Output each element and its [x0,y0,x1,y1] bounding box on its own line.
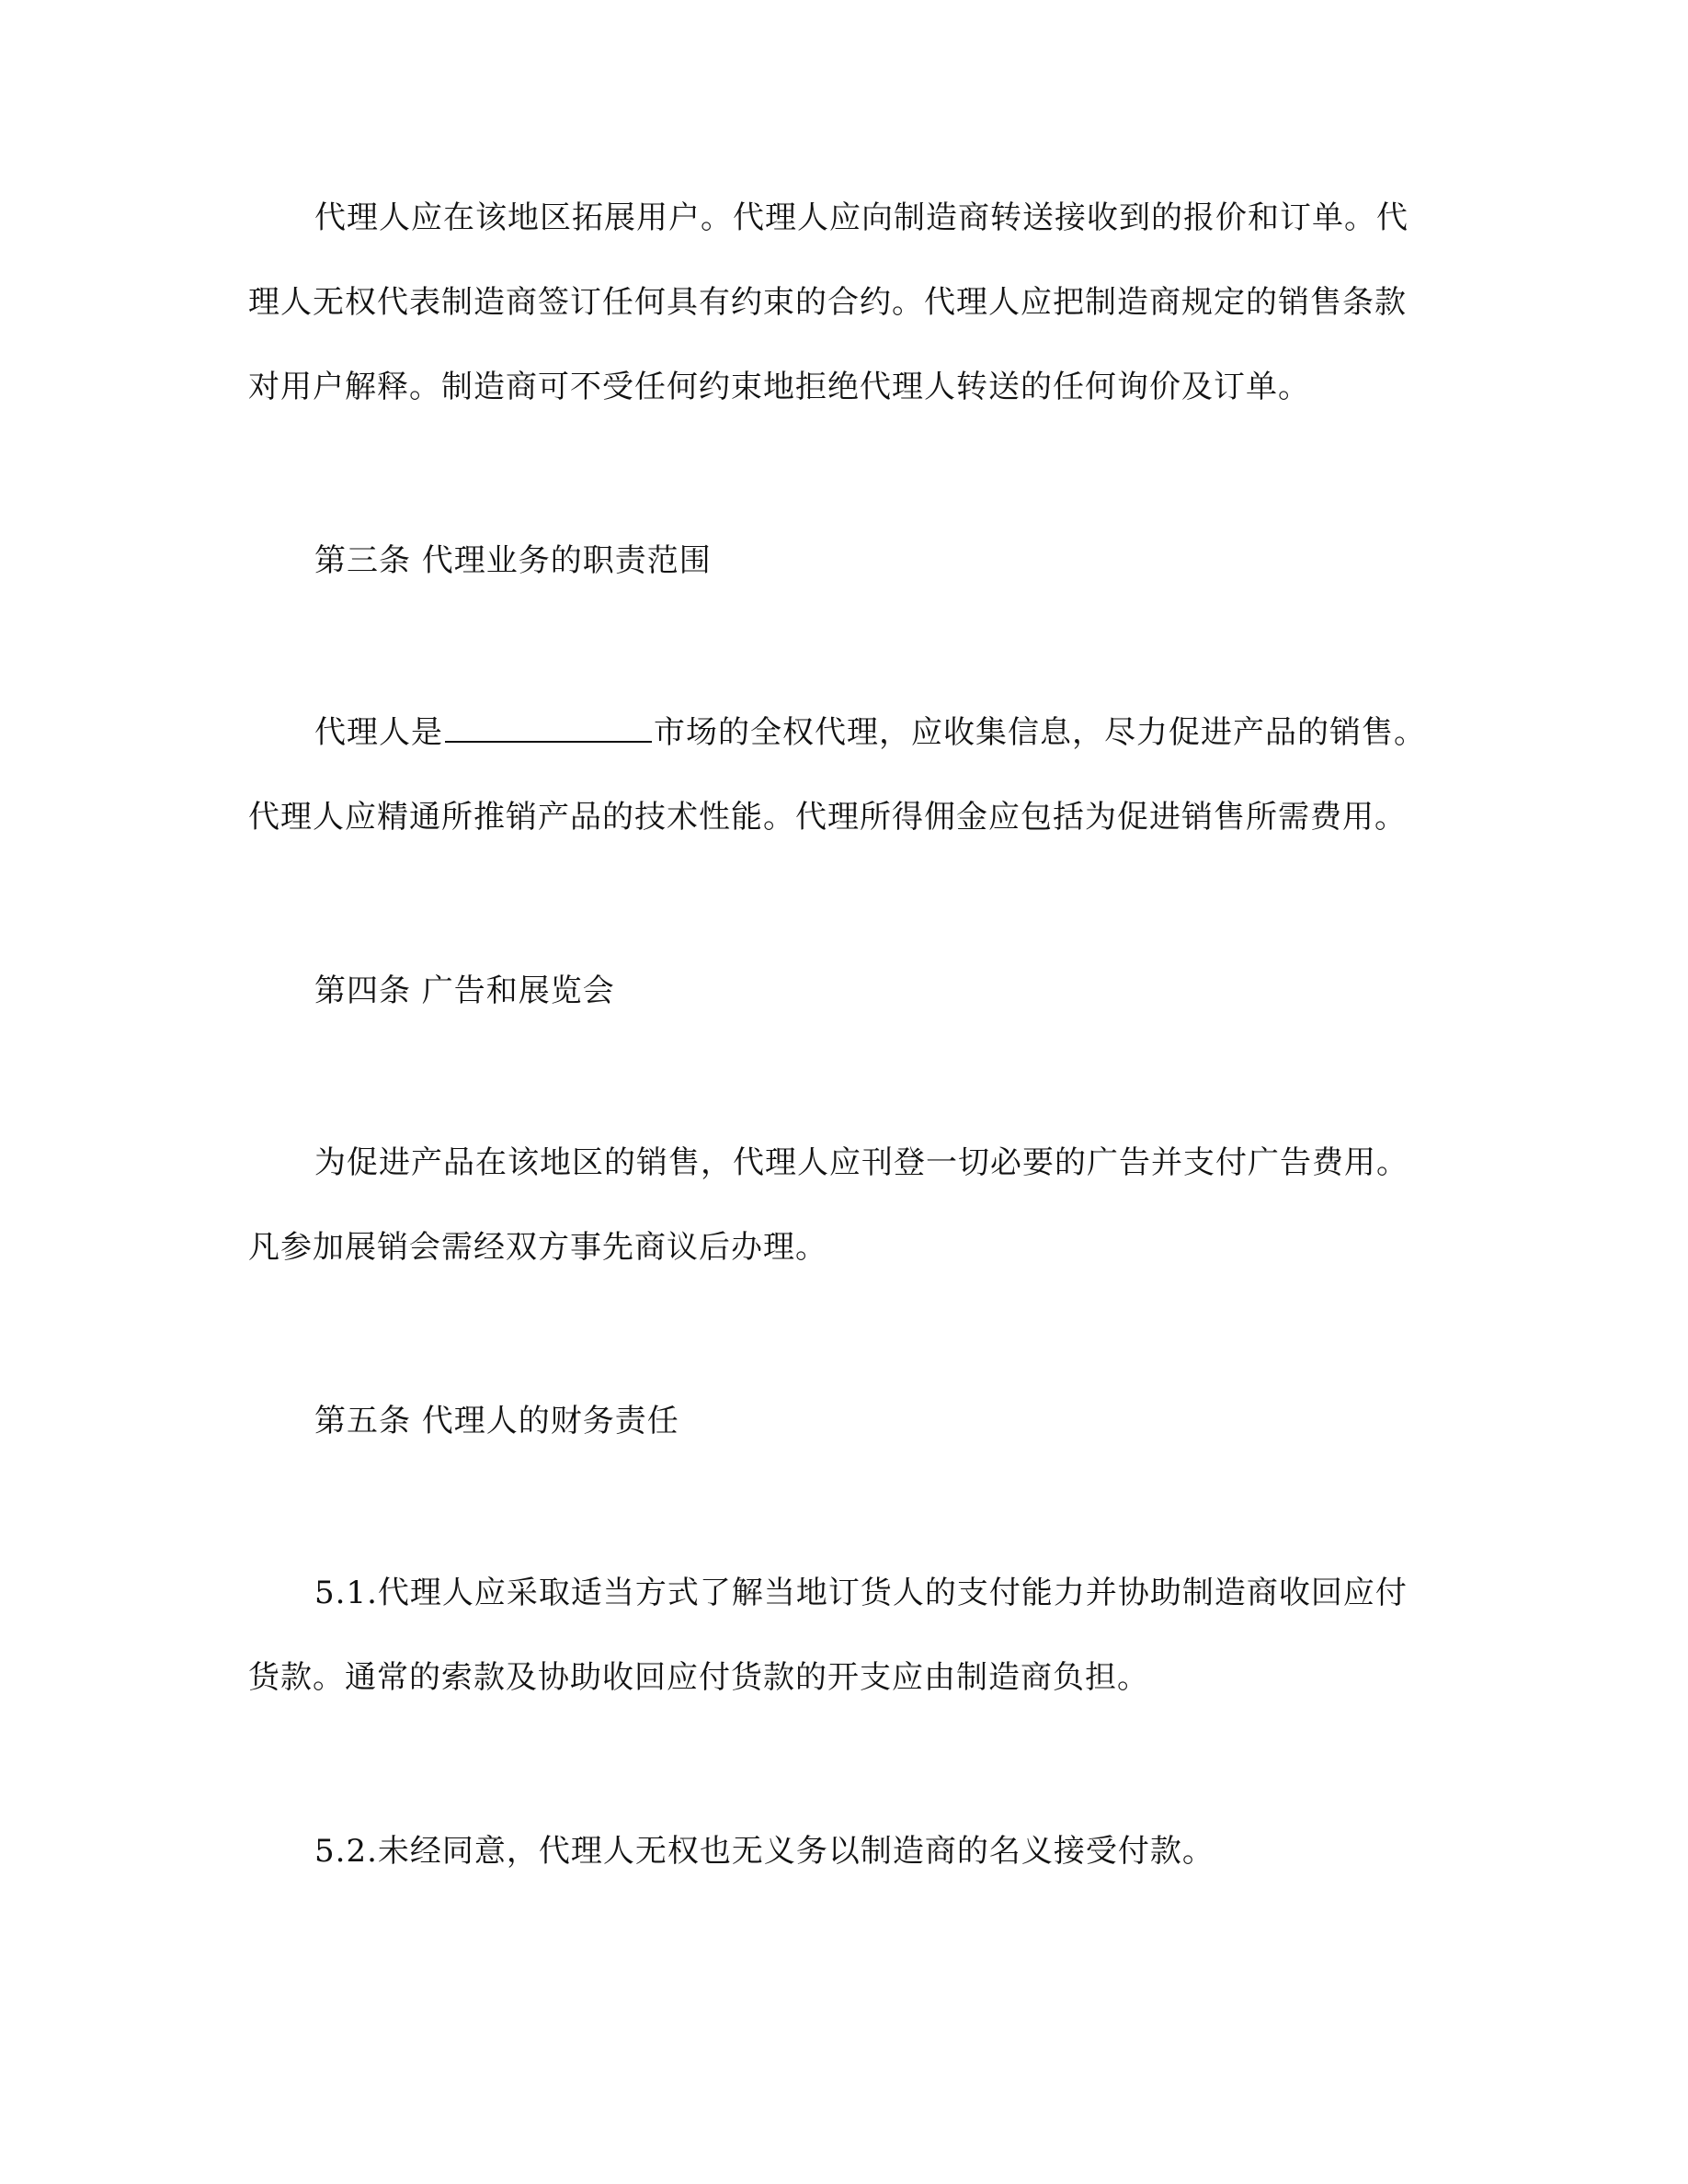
article5-clause1-line2: 货款。通常的索款及协助收回应付货款的开支应由制造商负担。 [248,1659,1149,1696]
article3-line2: 代理人应精通所推销产品的技术性能。代理所得佣金应包括为促进销售所需费用。 [248,799,1407,836]
article4-line1: 为促进产品在该地区的销售，代理人应刊登一切必要的广告并支付广告费用。 [314,1144,1409,1181]
article3-line1-end: 市场的全权代理，应收集信息，尽力促进产品的销售。 [654,714,1426,751]
para1-line1: 代理人应在该地区拓展用户。代理人应向制造商转送接收到的报价和订单。代 [314,199,1409,236]
fill-in-blank[interactable] [445,713,652,743]
article5-clause2-line1: 5.2.未经同意，代理人无权也无义务以制造商的名义接受付款。 [314,1833,1215,1870]
article3-line1-start: 代理人是 [314,714,443,751]
article4-line2: 凡参加展销会需经双方事先商议后办理。 [248,1229,827,1266]
article5-clause1-line1: 5.1.代理人应采取适当方式了解当地订货人的支付能力并协助制造商收回应付 [314,1575,1408,1611]
article5-heading: 第五条 代理人的财务责任 [314,1403,679,1439]
para1-line3: 对用户解释。制造商可不受任何约束地拒绝代理人转送的任何询价及订单。 [248,369,1310,405]
article4-heading: 第四条 广告和展览会 [314,973,615,1009]
para1-line2: 理人无权代表制造商签订任何具有约束的合约。代理人应把制造商规定的销售条款 [248,284,1407,321]
article3-line1 [314,710,1426,756]
article3-heading: 第三条 代理业务的职责范围 [314,542,712,579]
